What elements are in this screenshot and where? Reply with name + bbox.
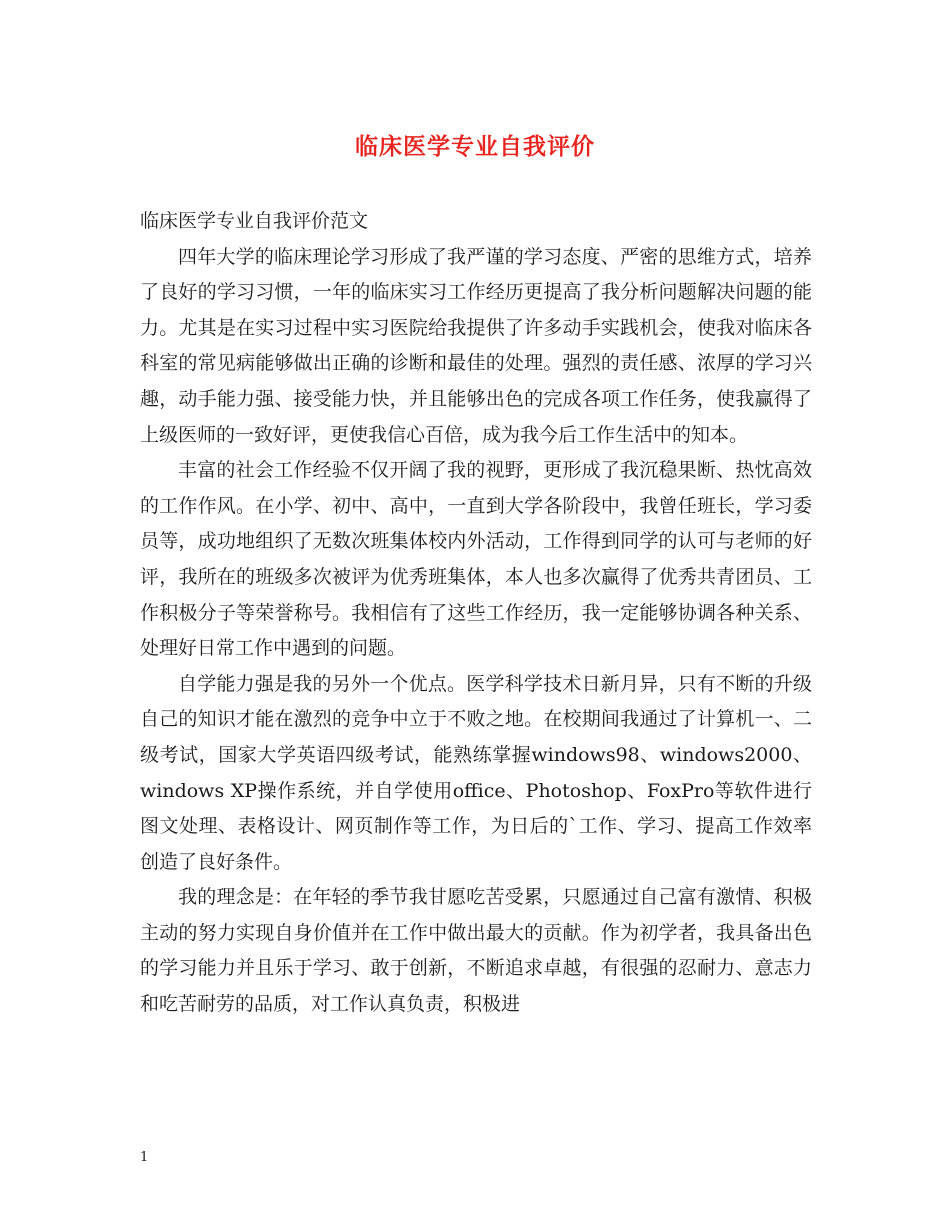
page-number: 1 xyxy=(140,1150,149,1165)
paragraph-1: 四年大学的临床理论学习形成了我严谨的学习态度、严密的思维方式，培养了良好的学习习惯，一年的临床实习工作经历更提高了我分析问题解决问题的能力。尤其是在实习过程中实习医院给我提供了许多动手实践机会，使我对临床各科室的常见病能够做出正确的诊断和最佳的处理。强烈的责任感、浓厚的学习兴趣，动手能力强、接受能力快，并且能够出色的完成各项工作任务，使我赢得了上级医师的一致好评，更使我信心百倍，成为我今后工作生活中的知本。 xyxy=(140,245,812,446)
paragraph-2: 丰富的社会工作经验不仅开阔了我的视野，更形成了我沉稳果断、热忱高效的工作作风。在小学、初中、高中，一直到大学各阶段中，我曾任班长，学习委员等，成功地组织了无数次班集体校内外活动，工作得到同学的认可与老师的好评，我所在的班级多次被评为优秀班集体，本人也多次赢得了优秀共青团员、工作积极分子等荣誉称号。我相信有了这些工作经历，我一定能够协调各种关系、处理好日常工作中遇到的问题。 xyxy=(140,459,812,660)
paragraph-4: 我的理念是：在年轻的季节我甘愿吃苦受累，只愿通过自己富有激情、积极主动的努力实现自身价值并在工作中做出最大的贡献。作为初学者，我具备出色的学习能力并且乐于学习、敢于创新，不断追求卓越，有很强的忍耐力、意志力和吃苦耐劳的品质，对工作认真负责，积极进 xyxy=(140,886,812,1016)
document-body xyxy=(140,204,812,1023)
document-title: 临床医学专业自我评价 xyxy=(355,133,595,160)
document-subtitle: 临床医学专业自我评价范文 xyxy=(140,210,369,232)
paragraph-3: 自学能力强是我的另外一个优点。医学科学技术日新月异，只有不断的升级自己的知识才能在激烈的竞争中立于不败之地。在校期间我通过了计算机一、二级考试，国家大学英语四级考试，能熟练掌握windows98、windows2000、windows XP操作系统，并自学使用office、Photoshop、FoxPro等软件进行图文处理、表格设计、网页制作等工作，为日后的`工作、学习、提高工作效率创造了良好条件。 xyxy=(140,672,812,873)
